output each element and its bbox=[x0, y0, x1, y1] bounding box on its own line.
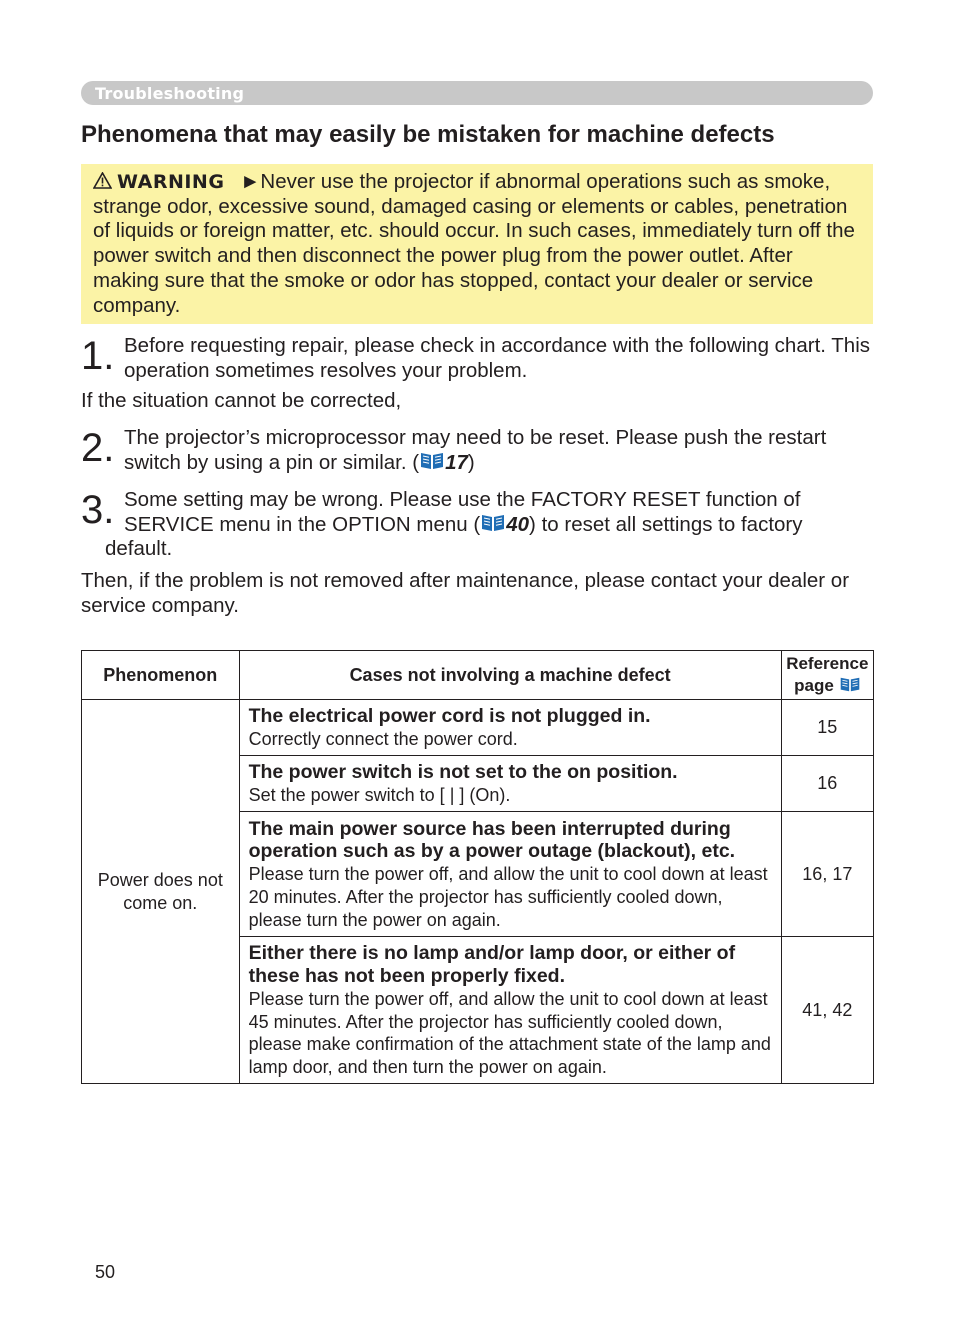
step-text: Some setting may be wrong. Please use the FACTORY RESET function of SERVICE menu in the OPTION menu ( 40) to reset all settings to factory bbox=[124, 488, 884, 539]
page-reference[interactable]: 17 bbox=[445, 450, 468, 474]
case-cell: The electrical power cord is not plugged in. Correctly connect the power cord. bbox=[239, 700, 781, 756]
warning-text: ►Never use the projector if abnormal operations such as smoke, strange odor, excessive sound, damaged casing or elements or cables, penetration of liquids or foreign matter, etc. should occur. In such cases, immediately turn off the power switch and then disconnect the power plug from the power outlet. After making sure that the smoke or odor has stopped, contact your dealer or service company. bbox=[93, 170, 855, 317]
book-icon bbox=[839, 676, 861, 695]
warning-label: WARNING bbox=[117, 171, 225, 193]
page-reference[interactable]: 40 bbox=[506, 512, 530, 536]
reference-cell: 16 bbox=[781, 756, 873, 812]
book-icon bbox=[480, 513, 506, 540]
header-reference: Reference page bbox=[781, 651, 873, 700]
table-header-row bbox=[82, 651, 874, 700]
step-number: 2. bbox=[81, 426, 115, 470]
book-icon bbox=[419, 451, 445, 478]
reference-cell: 41, 42 bbox=[781, 937, 873, 1084]
reference-cell: 15 bbox=[781, 700, 873, 756]
section-bar bbox=[81, 81, 873, 105]
warning-triangle-icon bbox=[93, 172, 117, 192]
step-number: 3. bbox=[81, 488, 115, 532]
phenomenon-cell: Power does not come on. bbox=[82, 700, 240, 1084]
if-not-corrected-text: If the situation cannot be corrected, bbox=[81, 389, 402, 412]
page-number: 50 bbox=[95, 1262, 116, 1282]
case-cell: Either there is no lamp and/or lamp door, or either of these has not been properly fixed. Please turn the power off, and allow the unit to cool down at least 45 minutes. After the projector has sufficiently cooled down, please make confirmation of the attachment state of the lamp and lamp door, and then turn the power on again. bbox=[239, 937, 781, 1084]
reference-cell: 16, 17 bbox=[781, 812, 873, 937]
header-phenomenon: Phenomenon bbox=[82, 651, 240, 700]
step-text: Before requesting repair, please check in accordance with the following chart. This operation sometimes resolves your problem. bbox=[124, 334, 871, 382]
case-cell: The power switch is not set to the on position. Set the power switch to [ | ] (On). bbox=[239, 756, 781, 812]
step-text: The projector’s microprocessor may need to be reset. Please push the restart switch by using a pin or similar. ( 17) bbox=[124, 426, 884, 477]
section-label: Troubleshooting bbox=[95, 84, 245, 103]
step-number: 1. bbox=[81, 334, 115, 378]
table-row bbox=[82, 700, 874, 756]
warning-box bbox=[81, 164, 873, 324]
step-text-continued: default. bbox=[105, 537, 173, 560]
troubleshooting-table bbox=[81, 650, 874, 1084]
page-title: Phenomena that may easily be mistaken for machine defects bbox=[81, 121, 775, 148]
then-text: Then, if the problem is not removed after maintenance, please contact your dealer or service company. bbox=[81, 569, 850, 617]
header-cases: Cases not involving a machine defect bbox=[239, 651, 781, 700]
case-cell: The main power source has been interrupted during operation such as by a power outage (blackout), etc. Please turn the power off, and allow the unit to cool down at least 20 minutes. After the projector has sufficiently cooled down, please turn the power on again. bbox=[239, 812, 781, 937]
